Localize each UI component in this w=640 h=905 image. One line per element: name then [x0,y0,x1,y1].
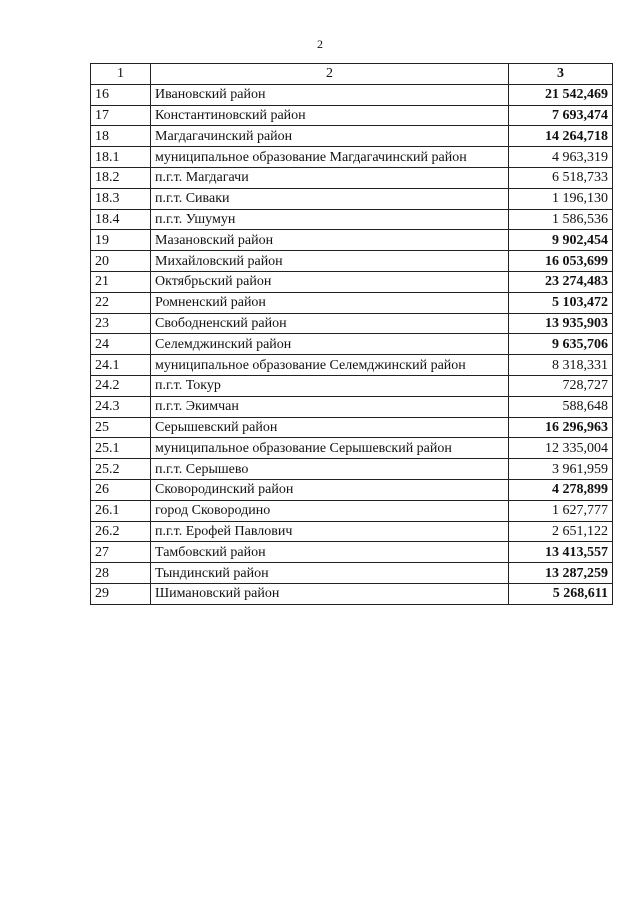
row-name-cell: Серышевский район [151,417,509,438]
row-name-cell: Сковородинский район [151,479,509,500]
row-name-cell: Ивановский район [151,84,509,105]
table-row [91,105,613,126]
row-name-cell: Мазановский район [151,230,509,251]
row-name-cell: Михайловский район [151,251,509,272]
row-number-cell: 18.4 [91,209,151,230]
row-value-cell: 13 935,903 [509,313,613,334]
row-value-cell: 9 902,454 [509,230,613,251]
row-number-cell: 18 [91,126,151,147]
table-header-row [91,64,613,85]
row-number-cell: 18.3 [91,188,151,209]
row-name-cell: Магдагачинский район [151,126,509,147]
table-row [91,126,613,147]
row-value-cell: 2 651,122 [509,521,613,542]
row-name-cell: п.г.т. Ерофей Павлович [151,521,509,542]
row-value-cell: 4 278,899 [509,479,613,500]
table-row [91,521,613,542]
table-row [91,542,613,563]
row-value-cell: 12 335,004 [509,438,613,459]
row-value-cell: 4 963,319 [509,147,613,168]
row-number-cell: 21 [91,271,151,292]
row-number-cell: 23 [91,313,151,334]
table-row [91,313,613,334]
row-name-cell: Тамбовский район [151,542,509,563]
row-number-cell: 28 [91,563,151,584]
row-value-cell: 1 586,536 [509,209,613,230]
row-name-cell: Тындинский район [151,563,509,584]
table-row [91,583,613,604]
row-number-cell: 29 [91,583,151,604]
row-name-cell: муниципальное образование Селемджинский район [151,355,509,376]
table-row [91,479,613,500]
row-value-cell: 16 296,963 [509,417,613,438]
row-value-cell: 13 287,259 [509,563,613,584]
row-number-cell: 24.1 [91,355,151,376]
row-value-cell: 588,648 [509,396,613,417]
row-name-cell: Октябрьский район [151,271,509,292]
table-row [91,355,613,376]
table-row [91,396,613,417]
row-name-cell: Константиновский район [151,105,509,126]
table-row [91,188,613,209]
row-name-cell: муниципальное образование Серышевский район [151,438,509,459]
column-header-number: 1 [91,64,151,85]
row-number-cell: 24.3 [91,396,151,417]
row-number-cell: 26.1 [91,500,151,521]
row-number-cell: 25 [91,417,151,438]
row-name-cell: п.г.т. Сиваки [151,188,509,209]
table-row [91,209,613,230]
row-number-cell: 25.1 [91,438,151,459]
row-value-cell: 21 542,469 [509,84,613,105]
table-row [91,292,613,313]
page-number: 2 [317,37,323,51]
row-number-cell: 26.2 [91,521,151,542]
row-name-cell: Селемджинский район [151,334,509,355]
table-row [91,167,613,188]
row-value-cell: 728,727 [509,375,613,396]
row-number-cell: 24.2 [91,375,151,396]
row-number-cell: 24 [91,334,151,355]
table-row [91,459,613,480]
table-row [91,438,613,459]
row-number-cell: 18.2 [91,167,151,188]
table-row [91,271,613,292]
row-value-cell: 16 053,699 [509,251,613,272]
row-value-cell: 14 264,718 [509,126,613,147]
row-number-cell: 19 [91,230,151,251]
row-name-cell: п.г.т. Экимчан [151,396,509,417]
row-value-cell: 8 318,331 [509,355,613,376]
row-name-cell: Свободненский район [151,313,509,334]
row-number-cell: 25.2 [91,459,151,480]
table-row [91,500,613,521]
column-header-value: 3 [509,64,613,85]
row-name-cell: п.г.т. Токур [151,375,509,396]
row-value-cell: 23 274,483 [509,271,613,292]
table-row [91,84,613,105]
row-name-cell: город Сковородино [151,500,509,521]
row-name-cell: п.г.т. Ушумун [151,209,509,230]
table-row [91,417,613,438]
row-number-cell: 16 [91,84,151,105]
row-name-cell: муниципальное образование Магдагачинский район [151,147,509,168]
column-header-name: 2 [151,64,509,85]
row-value-cell: 13 413,557 [509,542,613,563]
row-value-cell: 5 268,611 [509,583,613,604]
table-row [91,230,613,251]
row-name-cell: Шимановский район [151,583,509,604]
table-row [91,563,613,584]
table-row [91,375,613,396]
row-value-cell: 3 961,959 [509,459,613,480]
row-value-cell: 7 693,474 [509,105,613,126]
row-name-cell: п.г.т. Серышево [151,459,509,480]
row-number-cell: 17 [91,105,151,126]
row-number-cell: 26 [91,479,151,500]
row-number-cell: 27 [91,542,151,563]
row-number-cell: 22 [91,292,151,313]
row-value-cell: 1 196,130 [509,188,613,209]
table-body [91,84,613,604]
table-row [91,251,613,272]
row-name-cell: Ромненский район [151,292,509,313]
table-row [91,334,613,355]
table-row [91,147,613,168]
row-number-cell: 18.1 [91,147,151,168]
row-name-cell: п.г.т. Магдагачи [151,167,509,188]
row-value-cell: 6 518,733 [509,167,613,188]
row-number-cell: 20 [91,251,151,272]
budget-table [90,63,613,605]
row-value-cell: 1 627,777 [509,500,613,521]
row-value-cell: 9 635,706 [509,334,613,355]
row-value-cell: 5 103,472 [509,292,613,313]
